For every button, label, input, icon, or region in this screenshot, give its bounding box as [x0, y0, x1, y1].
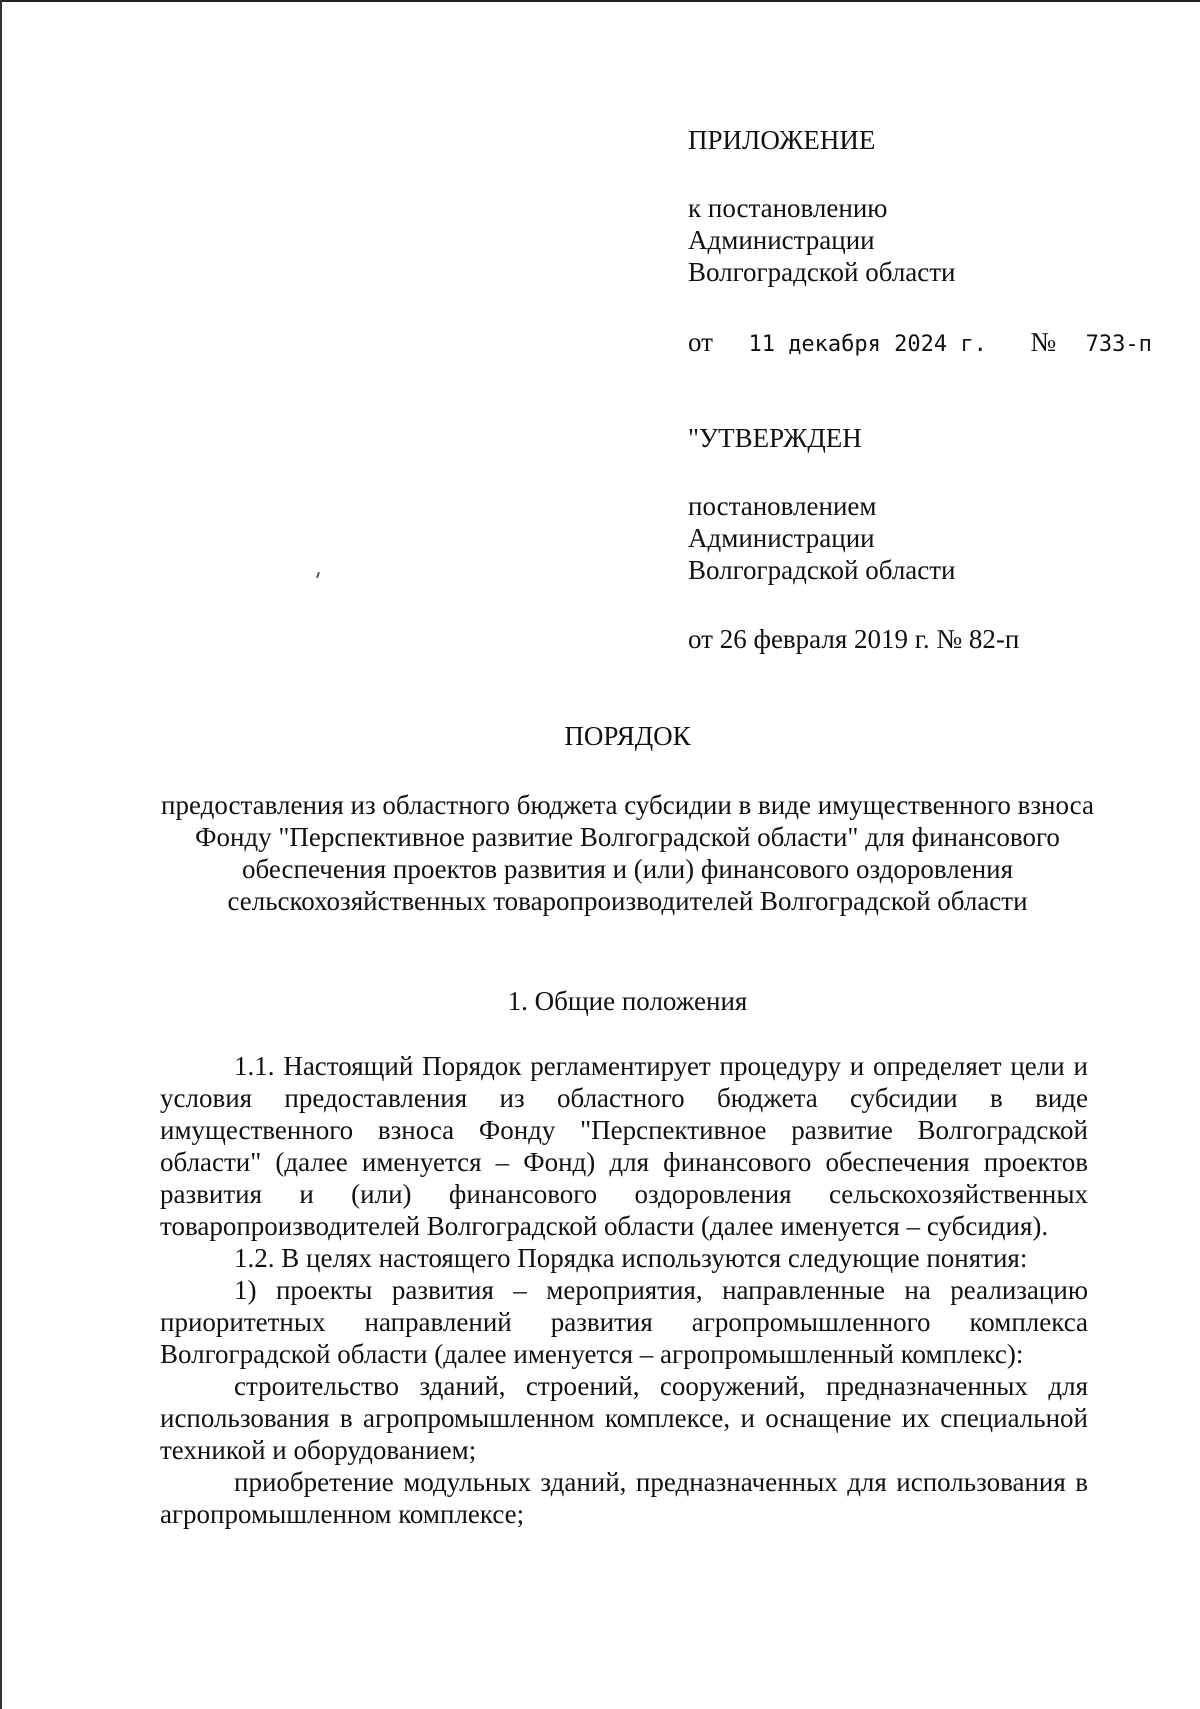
- section-heading: 1. Общие положения: [507, 986, 748, 1016]
- scan-edge-top: [0, 0, 1200, 2]
- body-paragraph: 1) проекты развития – мероприятия, направленные на реализацию приоритетных направлений развития агропромышленного комплекса Волгоградской области (далее именуется – агропромышленный комплекс):: [160, 1275, 1088, 1369]
- body-paragraph: строительство зданий, строений, сооружений, предназначенных для использования в агропромышленном комплексе, и оснащение их специальной техникой и оборудованием;: [160, 1371, 1088, 1465]
- appendix-line: Администрации: [688, 225, 875, 255]
- approved-line: Администрации: [688, 523, 875, 553]
- appendix-title: ПРИЛОЖЕНИЕ: [688, 125, 876, 155]
- appendix-number-sign: №: [1030, 327, 1057, 357]
- document-title: ПОРЯДОК: [564, 721, 691, 751]
- appendix-number: 733-п: [1085, 332, 1152, 357]
- appendix-line: к постановлению: [688, 193, 888, 223]
- appendix-date-prefix: от: [688, 327, 713, 357]
- approved-title: "УТВЕРЖДЕН: [688, 423, 862, 453]
- appendix-date-line: [688, 326, 1152, 361]
- approved-date-line: от 26 февраля 2019 г. № 82-п: [688, 624, 1020, 654]
- body-paragraph: 1.2. В целях настоящего Порядка используются следующие понятия:: [234, 1243, 1028, 1273]
- scan-edge-left: [0, 0, 2, 1709]
- scan-speck: [316, 572, 320, 578]
- approved-line: постановлением: [688, 491, 877, 521]
- document-body: [160, 1050, 1088, 1530]
- approved-line: Волгоградской области: [688, 555, 956, 585]
- appendix-line: Волгоградской области: [688, 257, 956, 287]
- body-paragraph: приобретение модульных зданий, предназначенных для использования в агропромышленном комплексе;: [160, 1467, 1088, 1529]
- body-paragraph: 1.1. Настоящий Порядок регламентирует процедуру и определяет цели и условия предоставления из областного бюджета субсидии в виде имущественного взноса Фонду "Перспективное развитие Волгоградской области" (далее именуется – Фонд) для финансового обеспечения проектов развития и (или) финансового оздоровления сельскохозяйственных товаропроизводителей Волгоградской области (далее именуется – субсидия).: [160, 1051, 1088, 1241]
- approved-block: [688, 422, 956, 586]
- document-subtitle: предоставления из областного бюджета субсидии в виде имущественного взноса Фонду "Перспективное развитие Волгоградской области" для финансового обеспечения проектов развития и (или) финансового оздоровления сельскохозяйственных товаропроизводителей Волгоградской области: [161, 790, 1094, 916]
- appendix-block: [688, 124, 956, 288]
- appendix-date: 11 декабря 2024 г.: [748, 332, 987, 357]
